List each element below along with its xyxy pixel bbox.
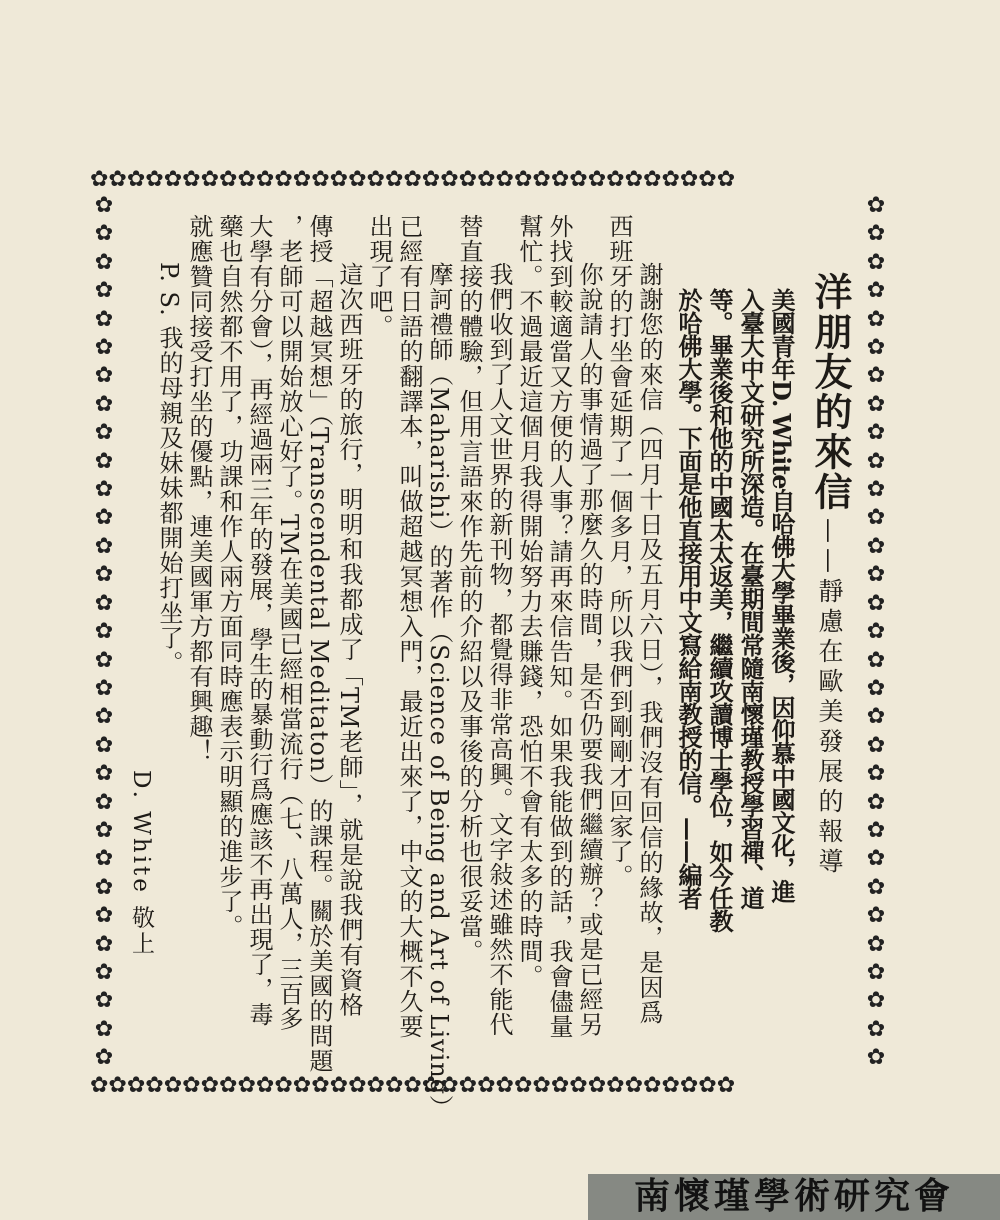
flower-ornament: ✿ — [94, 448, 114, 474]
letter-line: ，老師可以開始放心好了。TM在美國已經相當流行（七、八萬人，三百多 — [275, 214, 303, 1032]
letter-line: 替直接的體驗，但用言語來作先前的介紹以及事後的分析也很妥當。 — [455, 214, 483, 964]
letter-line: 你說請人的事情過了那麼久的時間，是否仍要我們繼續辦？或是已經另 — [575, 262, 603, 1037]
flower-ornament: ✿ — [866, 619, 886, 645]
flower-ornament: ✿ — [866, 817, 886, 843]
article-title: 洋朋友的來信 — [808, 272, 853, 512]
flower-ornament: ✿ — [866, 1016, 886, 1042]
flower-ornament: ✿ — [94, 193, 114, 218]
flower-ornament: ✿ — [866, 874, 886, 900]
flower-ornament: ✿ — [94, 732, 114, 758]
flower-ornament: ✿ — [866, 335, 886, 361]
flower-ornament: ✿ — [94, 874, 114, 900]
flower-ornament: ✿ — [94, 249, 114, 275]
flower-ornament: ✿ — [866, 704, 886, 730]
flower-ornament: ✿ — [866, 675, 886, 701]
flower-ornament: ✿ — [94, 619, 114, 645]
flower-ornament: ✿ — [866, 306, 886, 332]
flower-ornament: ✿ — [866, 959, 886, 985]
intro-line-2: 入臺大中文研究所深造。在臺期間常隨南懷瑾教授學習禪、道 — [736, 288, 765, 909]
signature: D. White 敬上 — [128, 770, 154, 958]
flower-ornament: ✿ — [94, 817, 114, 843]
flower-ornament: ✿ — [94, 391, 114, 417]
flower-ornament: ✿ — [94, 420, 114, 446]
flower-ornament: ✿ — [94, 647, 114, 673]
border-top-flowers: ✿✿✿✿✿✿✿✿✿✿✿✿✿✿✿✿✿✿✿✿✿✿✿✿✿✿✿✿✿✿✿✿✿✿✿ — [90, 167, 736, 192]
border-bottom-flowers: ✿✿✿✿✿✿✿✿✿✿✿✿✿✿✿✿✿✿✿✿✿✿✿✿✿✿✿✿✿✿✿✿✿✿✿ — [90, 1073, 736, 1098]
flower-ornament: ✿ — [866, 363, 886, 389]
flower-ornament: ✿ — [94, 959, 114, 985]
flower-ornament: ✿ — [866, 732, 886, 758]
letter-line: 西班牙的打坐會延期了一個多月，所以我們到剛剛才回家了。 — [605, 214, 633, 889]
flower-ornament: ✿ — [866, 477, 886, 503]
letter-line: 謝謝您的來信（四月十日及五月六日），我們沒有回信的緣故，是因爲 — [635, 262, 663, 1025]
letter-line: 藥也自然都不用了，功課和作人兩方面同時應表示明顯的進步了。 — [215, 214, 243, 939]
flower-ornament: ✿ — [866, 789, 886, 815]
flower-ornament: ✿ — [94, 477, 114, 503]
flower-ornament: ✿ — [866, 533, 886, 559]
letter-line: 我們收到了人文世界的新刊物，都覺得非常高興。文字敍述雖然不能代 — [485, 262, 513, 1037]
intro-line-4: 於哈佛大學。下面是他直接用中文寫給南教授的信。——編者 — [674, 288, 703, 909]
flower-ornament: ✿ — [94, 278, 114, 304]
letter-line: 外找到較適當又方便的人事？請再來信告知。如果我能做到的話，我會儘量 — [545, 214, 573, 1039]
letter-line: P. S. 我的母親及妹妹都開始打坐了。 — [155, 262, 183, 676]
flower-ornament: ✿ — [866, 249, 886, 275]
flower-ornament: ✿ — [94, 931, 114, 957]
letter-line: 大學有分會），再經過兩三年的發展，學生的暴動行爲應該不再出現了，毒 — [245, 214, 273, 1027]
flower-ornament: ✿ — [866, 193, 886, 218]
flower-ornament: ✿ — [866, 590, 886, 616]
flower-ornament: ✿ — [866, 505, 886, 531]
letter-line: 就應贊同接受打坐的優點，連美國軍方都有興趣！ — [185, 214, 213, 764]
flower-ornament: ✿ — [866, 420, 886, 446]
intro-line-3: 等。畢業後和他的中國太太返美，繼續攻讀博士學位，如今任教 — [705, 288, 734, 932]
flower-ornament: ✿ — [94, 675, 114, 701]
publisher-banner: 南懷瑾學術研究會 — [588, 1174, 1000, 1220]
flower-ornament: ✿ — [94, 1045, 114, 1071]
border-right-flowers — [862, 192, 890, 1073]
flower-ornament: ✿ — [866, 1045, 886, 1071]
flower-ornament: ✿ — [94, 505, 114, 531]
flower-ornament: ✿ — [94, 562, 114, 588]
flower-ornament: ✿ — [866, 448, 886, 474]
flower-ornament: ✿ — [866, 931, 886, 957]
letter-line: 這次西班牙的旅行，明明和我都成了「TM老師」，就是說我們有資格 — [335, 262, 363, 1018]
flower-ornament: ✿ — [866, 278, 886, 304]
letter-line: 已經有日語的翻譯本，叫做超越冥想入門，最近出來了，中文的大概不久要 — [395, 214, 423, 1039]
flower-ornament: ✿ — [94, 761, 114, 787]
flower-ornament: ✿ — [94, 533, 114, 559]
flower-ornament: ✿ — [94, 335, 114, 361]
flower-ornament: ✿ — [866, 647, 886, 673]
flower-ornament: ✿ — [94, 846, 114, 872]
border-left-flowers — [90, 192, 118, 1073]
flower-ornament: ✿ — [94, 903, 114, 929]
letter-line: 傳授「超越冥想」（Transcendental Meditaton）的課程。關於美國的問題 — [305, 214, 333, 1074]
flower-ornament: ✿ — [866, 562, 886, 588]
flower-ornament: ✿ — [866, 391, 886, 417]
flower-ornament: ✿ — [94, 704, 114, 730]
letter-line: 幫忙。不過最近這個月我得開始努力去賺錢，恐怕不會有太多的時間。 — [515, 214, 543, 989]
flower-ornament: ✿ — [94, 306, 114, 332]
intro-line-1: 美國青年D. White自哈佛大學畢業後，因仰慕中國文化，進 — [767, 288, 796, 903]
flower-ornament: ✿ — [866, 846, 886, 872]
flower-ornament: ✿ — [866, 988, 886, 1014]
flower-ornament: ✿ — [94, 789, 114, 815]
flower-ornament: ✿ — [866, 221, 886, 247]
letter-line: 出現了吧。 — [365, 214, 393, 339]
flower-ornament: ✿ — [94, 988, 114, 1014]
letter-line: 摩訶禮師（Maharishi）的著作（Science of Being and Art of Living） — [425, 262, 453, 1121]
flower-ornament: ✿ — [866, 761, 886, 787]
flower-ornament: ✿ — [94, 1016, 114, 1042]
flower-ornament: ✿ — [94, 590, 114, 616]
flower-ornament: ✿ — [94, 221, 114, 247]
article-subtitle: ——靜慮在歐美發展的報導 — [815, 518, 844, 878]
flower-ornament: ✿ — [866, 903, 886, 929]
flower-ornament: ✿ — [94, 363, 114, 389]
